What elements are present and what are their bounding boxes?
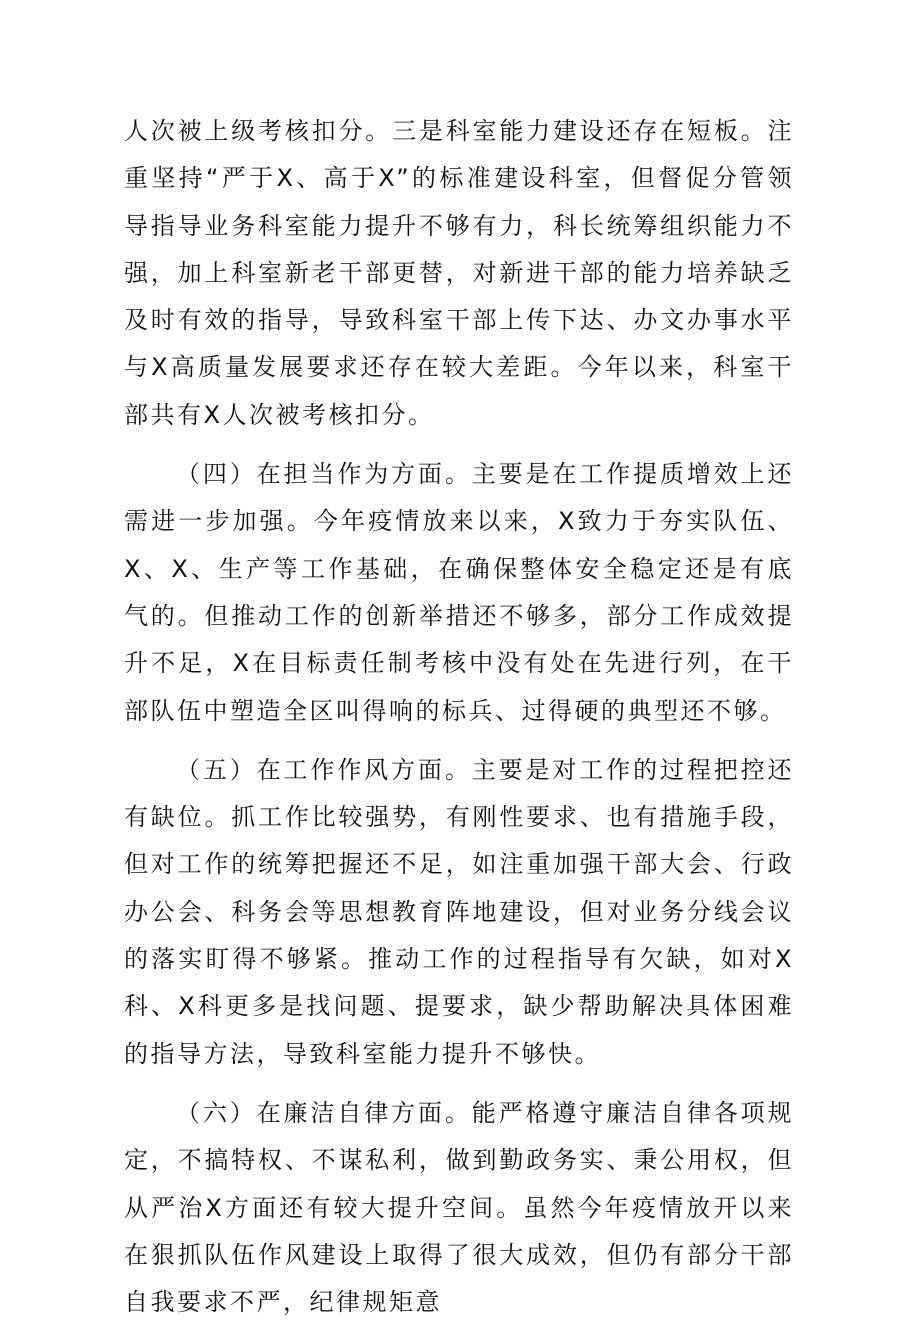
paragraph-continuation: 人次被上级考核扣分。三是科室能力建设还存在短板。注重坚持“严于X、高于X”的标准建设科室，但督促分管领导指导业务科室能力提升不够有力，科长统筹组织能力不强，加上科室新老干部更替，对新进干部的能力培养缺乏及时有效的指导，导致科室干部上传下达、办文办事水平与X高质量发展要求还存在较大差距。今年以来，科室干部共有X人次被考核扣分。: [124, 117, 794, 429]
document-body: [124, 108, 794, 1338]
paragraph-work-style: （五）在工作作风方面。主要是对工作的过程把控还有缺位。抓工作比较强势，有刚性要求、也有措施手段，但对工作的统筹把握还不足，如注重加强干部大会、行政办公会、科务会等思想教育阵地建设，但对业务分线会议的落实盯得不够紧。推动工作的过程指导有欠缺，如对X科、X科更多是找问题、提要求，缺少帮助解决具体困难的指导方法，导致科室能力提升不够快。: [124, 755, 794, 1068]
paragraph-responsibility: （四）在担当作为方面。主要是在工作提质增效上还需进一步加强。今年疫情放来以来，X致力于夯实队伍、X、X、生产等工作基础，在确保整体安全稳定还是有底气的。但推动工作的创新举措还不够多，部分工作成效提升不足，X在目标责任制考核中没有处在先进行列，在干部队伍中塑造全区叫得响的标兵、过得硬的典型还不够。: [124, 460, 794, 725]
paragraph-integrity: （六）在廉洁自律方面。能严格遵守廉洁自律各项规定，不搞特权、不谋私利，做到勤政务实、秉公用权，但从严治X方面还有较大提升空间。虽然今年疫情放开以来在狠抓队伍作风建设上取得了很大成效，但仍有部分干部自我要求不严，纪律规矩意: [124, 1098, 794, 1317]
